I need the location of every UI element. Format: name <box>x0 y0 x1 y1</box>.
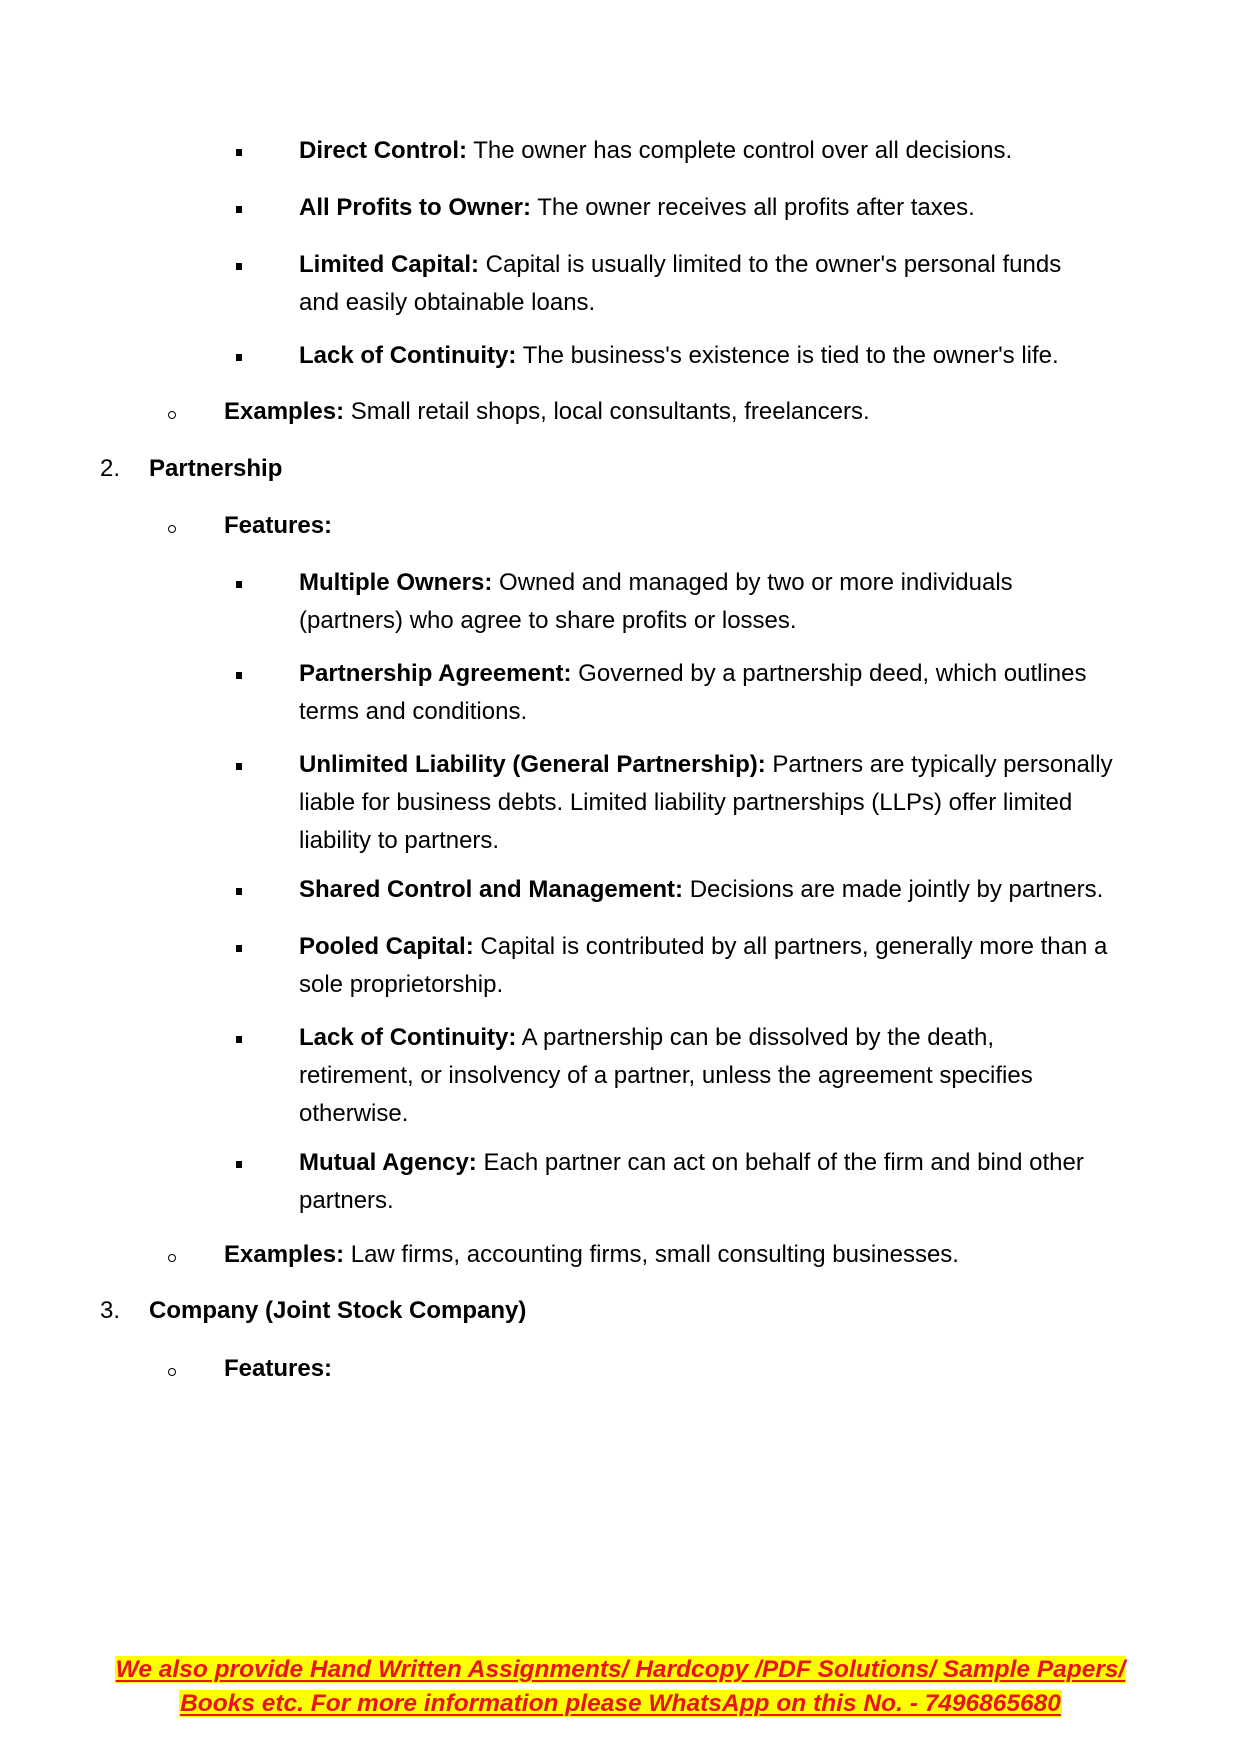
square-bullet-icon <box>236 263 242 270</box>
square-bullet-icon <box>236 672 242 679</box>
examples-item <box>224 393 1174 431</box>
feature-text: The owner has complete control over all decisions. <box>467 137 1013 164</box>
feature-item <box>299 132 1189 170</box>
section-title: Partnership <box>149 455 283 482</box>
square-bullet-icon <box>236 354 242 361</box>
feature-item <box>299 746 1119 860</box>
feature-item <box>299 871 1189 909</box>
feature-term: Lack of Continuity: <box>299 1024 517 1051</box>
feature-text: Decisions are made jointly by partners. <box>683 876 1104 903</box>
square-bullet-icon <box>236 1036 242 1043</box>
square-bullet-icon <box>236 581 242 588</box>
feature-term: Mutual Agency: <box>299 1149 477 1176</box>
square-bullet-icon <box>236 888 242 895</box>
feature-item <box>299 655 1099 731</box>
feature-item <box>299 928 1109 1004</box>
feature-term: Limited Capital: <box>299 251 480 278</box>
feature-item <box>299 189 1189 227</box>
square-bullet-icon <box>236 945 242 952</box>
feature-text: A partnership can be dissolved by the death, retirement, or insolvency of a partner, unless the agreement specifies otherwise. <box>299 1024 1033 1127</box>
feature-item <box>299 564 1079 640</box>
feature-text: Each partner can act on behalf of the firm and bind other partners. <box>299 1149 1084 1214</box>
features-label: Features: <box>224 512 333 539</box>
examples-text: Law firms, accounting firms, small consulting businesses. <box>344 1241 959 1268</box>
square-bullet-icon <box>236 763 242 770</box>
feature-item <box>299 1144 1109 1220</box>
feature-text: The business's existence is tied to the owner's life. <box>516 342 1059 369</box>
promo-footer <box>90 1653 1151 1721</box>
feature-term: Shared Control and Management: <box>299 876 684 903</box>
circle-bullet-icon <box>168 1368 176 1376</box>
examples-label: Examples: <box>224 1241 345 1268</box>
feature-item <box>299 337 1189 375</box>
promo-line-1: We also provide Hand Written Assignments/ Hardcopy /PDF Solutions/ Sample Papers/ <box>115 1656 1126 1683</box>
feature-text: The owner receives all profits after taxes. <box>531 194 975 221</box>
feature-text: Owned and managed by two or more individuals (partners) who agree to share profits or losses. <box>299 569 1013 634</box>
list-number: 3. <box>100 1297 121 1324</box>
feature-item <box>299 246 1079 322</box>
feature-item <box>299 1019 1079 1133</box>
square-bullet-icon <box>236 206 242 213</box>
section-title: Company (Joint Stock Company) <box>149 1297 527 1324</box>
feature-term: Partnership Agreement: <box>299 660 572 687</box>
circle-bullet-icon <box>168 411 176 419</box>
feature-text: Capital is usually limited to the owner's personal funds and easily obtainable loans. <box>299 251 1062 316</box>
examples-label: Examples: <box>224 398 345 425</box>
feature-term: Pooled Capital: <box>299 933 474 960</box>
circle-bullet-icon <box>168 525 176 533</box>
feature-text: Governed by a partnership deed, which outlines terms and conditions. <box>299 660 1087 725</box>
feature-term: All Profits to Owner: <box>299 194 532 221</box>
feature-term: Multiple Owners: <box>299 569 493 596</box>
feature-term: Lack of Continuity: <box>299 342 517 369</box>
feature-term: Direct Control: <box>299 137 467 164</box>
examples-item <box>224 1236 1174 1274</box>
list-number: 2. <box>100 455 121 482</box>
features-label: Features: <box>224 1355 333 1382</box>
square-bullet-icon <box>236 149 242 156</box>
feature-term: Unlimited Liability (General Partnership): <box>299 751 766 778</box>
promo-line-2: Books etc. For more information please WhatsApp on this No. - 7496865680 <box>180 1690 1061 1717</box>
feature-text: Partners are typically personally liable for business debts. Limited liability partnerships (LLPs) offer limited liability to partners. <box>299 751 1113 854</box>
circle-bullet-icon <box>168 1254 176 1262</box>
feature-text: Capital is contributed by all partners, generally more than a sole proprietorship. <box>299 933 1108 998</box>
examples-text: Small retail shops, local consultants, freelancers. <box>344 398 870 425</box>
square-bullet-icon <box>236 1161 242 1168</box>
